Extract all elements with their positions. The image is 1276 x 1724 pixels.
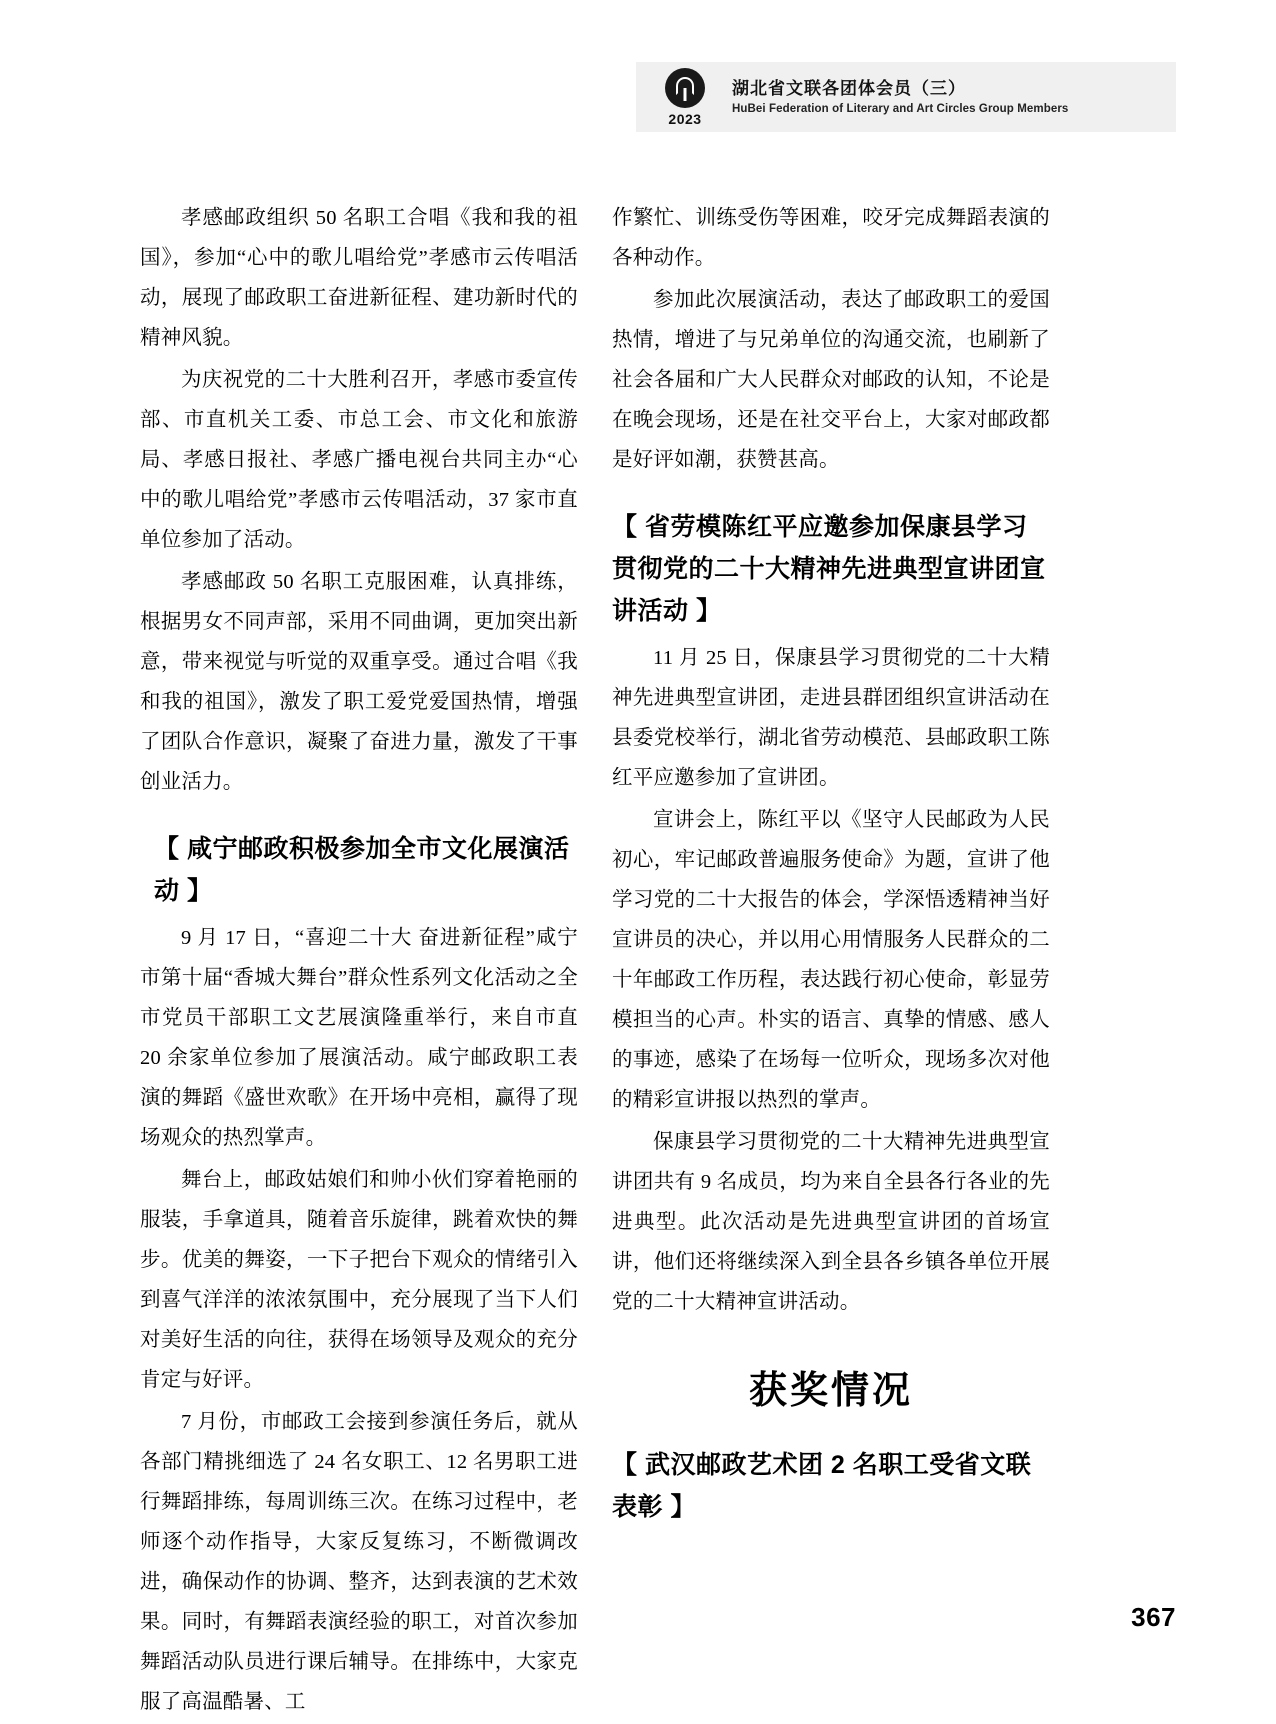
header-year: 2023 xyxy=(668,110,702,127)
header-titles xyxy=(722,78,1068,117)
section-heading: 【 武汉邮政艺术团 2 名职工受省文联表彰 】 xyxy=(612,1451,1032,1521)
header-title-en: HuBei Federation of Literary and Art Circles Group Members xyxy=(732,102,1069,115)
left-column xyxy=(140,198,578,1724)
paragraph: 孝感邮政组织 50 名职工合唱《我和我的祖国》，参加“心中的歌儿唱给党”孝感市云传唱活动，展现了邮政职工奋进新征程、建功新时代的精神风貌。 xyxy=(140,207,578,349)
publisher-logo xyxy=(648,68,722,127)
paragraph: 参加此次展演活动，表达了邮政职工的爱国热情，增进了与兄弟单位的沟通交流，也刷新了社会各届和广大人民群众对邮政的认知，不论是在晚会现场，还是在社交平台上，大家对邮政都是好评如潮，获赞甚高。 xyxy=(612,289,1050,471)
paragraph: 宣讲会上，陈红平以《坚守人民邮政为人民初心，牢记邮政普遍服务使命》为题，宣讲了他学习党的二十大报告的体会，学深悟透精神当好宣讲员的决心，并以用心用情服务人民群众的二十年邮政工作历程，表达践行初心使命，彰显劳模担当的心声。朴实的语言、真挚的情感、感人的事迹，感染了在场每一位听众，现场多次对他的精彩宣讲报以热烈的掌声。 xyxy=(612,809,1050,1111)
header-title-cn: 湖北省文联各团体会员（三） xyxy=(732,78,966,98)
paragraph: 9 月 17 日，“喜迎二十大 奋进新征程”咸宁市第十届“香城大舞台”群众性系列文化活动之全市党员干部职工文艺展演隆重举行，来自市直 20 余家单位参加了展演活动。咸宁邮政职工表演的舞蹈《盛世欢歌》在开场中亮相，赢得了现场观众的热烈掌声。 xyxy=(140,927,578,1149)
section-heading: 【 咸宁邮政积极参加全市文化展演活动 】 xyxy=(154,835,570,905)
awards-section-title: 获奖情况 xyxy=(748,1370,913,1412)
circle-emblem-icon xyxy=(665,68,705,108)
paragraph: 舞台上，邮政姑娘们和帅小伙们穿着艳丽的服装，手拿道具，随着音乐旋律，跳着欢快的舞步。优美的舞姿，一下子把台下观众的情绪引入到喜气洋洋的浓浓氛围中，充分展现了当下人们对美好生活的向往，获得在场领导及观众的充分肯定与好评。 xyxy=(140,1169,578,1391)
page-header xyxy=(636,62,1176,132)
right-column xyxy=(612,198,1050,1534)
page-number: 367 xyxy=(1131,1602,1176,1632)
section-heading: 【 省劳模陈红平应邀参加保康县学习贯彻党的二十大精神先进典型宣讲团宣讲活动 】 xyxy=(612,513,1046,625)
paragraph: 为庆祝党的二十大胜利召开，孝感市委宣传部、市直机关工委、市总工会、市文化和旅游局、孝感日报社、孝感广播电视台共同主办“心中的歌儿唱给党”孝感市云传唱活动，37 家市直单位参加了活动。 xyxy=(140,369,578,551)
paragraph: 11 月 25 日，保康县学习贯彻党的二十大精神先进典型宣讲团，走进县群团组织宣讲活动在县委党校举行，湖北省劳动模范、县邮政职工陈红平应邀参加了宣讲团。 xyxy=(612,647,1050,789)
paragraph: 孝感邮政 50 名职工克服困难，认真排练，根据男女不同声部，采用不同曲调，更加突出新意，带来视觉与听觉的双重享受。通过合唱《我和我的祖国》，激发了职工爱党爱国热情，增强了团队合作意识，凝聚了奋进力量，激发了干事创业活力。 xyxy=(140,571,578,793)
paragraph: 保康县学习贯彻党的二十大精神先进典型宣讲团共有 9 名成员，均为来自全县各行各业的先进典型。此次活动是先进典型宣讲团的首场宣讲，他们还将继续深入到全县各乡镇各单位开展党的二十大精神宣讲活动。 xyxy=(612,1131,1050,1313)
paragraph: 7 月份，市邮政工会接到参演任务后，就从各部门精挑细选了 24 名女职工、12 名男职工进行舞蹈排练，每周训练三次。在练习过程中，老师逐个动作指导，大家反复练习，不断微调改进，确保动作的协调、整齐，达到表演的艺术效果。同时，有舞蹈表演经验的职工，对首次参加舞蹈活动队员进行课后辅导。在排练中，大家克服了高温酷暑、工 xyxy=(140,1411,578,1713)
paragraph: 作繁忙、训练受伤等困难，咬牙完成舞蹈表演的各种动作。 xyxy=(612,207,1050,269)
